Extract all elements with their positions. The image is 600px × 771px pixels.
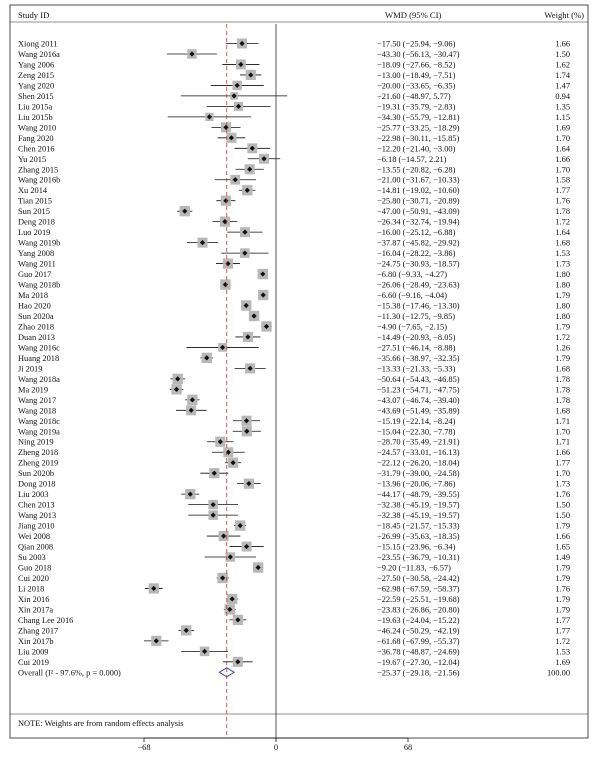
study-row [18, 636, 570, 646]
study-name: Zheng 2018 [18, 448, 59, 458]
study-name: Zhao 2018 [18, 322, 55, 332]
ci-label: −25.77 (−33.25, −18.29) [377, 123, 460, 133]
weight-label: 1.80 [555, 311, 570, 321]
ci-label: −50.64 (−54.43, −46.85) [377, 374, 460, 384]
weight-label: 1.77 [555, 615, 570, 625]
study-row [18, 573, 570, 583]
study-name: Liu 2015b [18, 112, 53, 122]
weight-label: 1.68 [555, 238, 570, 248]
study-name: Liu 2009 [18, 647, 49, 657]
study-name: Guo 2017 [18, 270, 52, 280]
study-name: Sun 2015 [18, 207, 50, 217]
study-name: Yang 2008 [18, 249, 55, 259]
weight-label: 1.73 [555, 259, 570, 269]
weight-label: 1.35 [555, 102, 570, 112]
weight-label: 1.70 [555, 469, 570, 479]
weight-label: 1.68 [555, 406, 570, 416]
ci-label: −15.38 (−17.46, −13.30) [377, 301, 460, 311]
ci-label: −47.00 (−50.91, −43.09) [377, 207, 460, 217]
ci-label: −28.70 (−35.49, −21.91) [377, 437, 460, 447]
weight-label: 1.53 [555, 647, 570, 657]
study-row [18, 489, 570, 499]
weight-label: 1.72 [555, 636, 570, 646]
weight-label: 1.66 [555, 532, 570, 542]
ci-label: −22.98 (−30.11, −15.85) [377, 133, 460, 143]
weight-label: 1.50 [555, 500, 570, 510]
weight-label: 1.78 [555, 374, 570, 384]
study-name: Wang 2010 [18, 123, 57, 133]
ci-label: −13.96 (−20.06, −7.86) [377, 479, 456, 489]
study-row [18, 227, 571, 237]
study-name: Chang Lee 2016 [18, 615, 74, 625]
study-row [18, 583, 570, 593]
ci-label: −17.50 (−25.94, −9.06) [377, 39, 456, 49]
ci-label: −15.15 (−23.96, −6.34) [377, 542, 456, 552]
ci-label: −32.38 (−45.19, −19.57) [377, 511, 460, 521]
study-name: Xin 2017b [18, 636, 54, 646]
weight-label: 1.69 [555, 123, 570, 133]
study-row [18, 164, 570, 174]
study-row [18, 562, 570, 572]
x-tick-label: −68 [137, 743, 151, 752]
study-name: Li 2018 [18, 584, 45, 594]
study-name: Dong 2018 [18, 479, 56, 489]
ci-label: −6.60 (−9.16, −4.04) [377, 291, 447, 301]
study-row [18, 49, 570, 59]
study-row [18, 113, 570, 122]
ci-label: −26.99 (−35.63, −18.35) [377, 532, 460, 542]
study-name: Liu 2015a [18, 102, 53, 112]
header-wmd-ci: WMD (95% CI) [385, 10, 442, 20]
weight-label: 1.80 [555, 270, 570, 280]
study-row [18, 321, 570, 331]
ci-label: −6.80 (−9.33, −4.27) [377, 270, 447, 280]
weight-label: 1.53 [555, 249, 570, 259]
header-study-id: Study ID [18, 10, 50, 20]
ci-label: −26.06 (−28.49, −23.63) [377, 280, 460, 290]
study-row [18, 343, 570, 352]
ci-label: −61.68 (−67.99, −55.37) [377, 636, 460, 646]
study-row [18, 384, 570, 394]
study-row [18, 122, 570, 132]
study-name: Ning 2019 [18, 437, 54, 447]
weights-note: NOTE: Weights are from random effects analysis [18, 719, 184, 728]
study-name: Wang 2016c [18, 343, 60, 353]
ci-label: −11.30 (−12.75, −9.85) [377, 311, 456, 321]
study-name: Wang 2019b [18, 238, 61, 248]
study-name: Chen 2016 [18, 144, 55, 154]
study-name: Zeng 2015 [18, 70, 55, 80]
ci-label: −34.30 (−55.79, −12.81) [377, 112, 460, 122]
study-row [18, 196, 570, 206]
weight-label: 1.66 [555, 448, 570, 458]
ci-label: −13.00 (−18.49, −7.51) [377, 70, 456, 80]
weight-label: 1.70 [555, 165, 570, 175]
ci-label: −23.55 (−36.79, −10.31) [377, 553, 460, 563]
weight-label: 1.66 [555, 154, 570, 164]
study-row [18, 374, 570, 384]
weight-label: 1.26 [555, 343, 570, 353]
ci-label: −21.60 (−48.97, 5.77) [377, 91, 451, 101]
study-name: Su 2003 [18, 553, 46, 563]
ci-label: −14.81 (−19.02, −10.60) [377, 186, 460, 196]
study-name: Wang 2019a [18, 427, 60, 437]
study-row [18, 102, 570, 112]
study-row [18, 363, 570, 373]
x-axis [137, 738, 412, 752]
ci-label: −16.00 (−25.12, −6.88) [377, 228, 456, 238]
study-name: Fang 2020 [18, 133, 54, 143]
weight-label: 1.72 [555, 332, 570, 342]
ci-label: −16.04 (−28.22, −3.86) [377, 249, 456, 259]
header-weight: Weight (%) [544, 10, 584, 20]
ci-label: −31.79 (−39.00, −24.58) [377, 469, 460, 479]
plot-frame [10, 5, 588, 738]
study-row [18, 238, 570, 248]
weight-label: 1.62 [555, 60, 570, 70]
study-row [18, 405, 570, 415]
weight-label: 1.78 [555, 395, 570, 405]
study-row [18, 437, 570, 447]
study-row [18, 217, 570, 227]
ci-label: −22.59 (−25.51, −19.68) [377, 594, 460, 604]
study-row [18, 269, 570, 279]
study-row [18, 647, 570, 657]
weight-label: 1.66 [555, 39, 570, 49]
weight-label: 1.74 [555, 70, 570, 80]
study-row [18, 625, 570, 635]
ci-label: −44.17 (−48.79, −39.55) [377, 490, 460, 500]
ci-label: −14.49 (−20.93, −8.05) [377, 332, 456, 342]
study-name: Qian 2008 [18, 542, 54, 552]
weight-label: 1.65 [555, 542, 570, 552]
overall-row [18, 668, 570, 678]
study-name: Xin 2016 [18, 594, 50, 604]
study-row [18, 133, 570, 143]
study-name: Cui 2020 [18, 573, 49, 583]
study-name: Ma 2018 [18, 291, 49, 301]
ci-label: −37.87 (−45.82, −29.92) [377, 238, 460, 248]
ci-label: −4.90 (−7.65, −2.15) [377, 322, 447, 332]
study-name: Cui 2019 [18, 657, 49, 667]
study-row [18, 206, 570, 216]
weight-label: 1.79 [555, 521, 570, 531]
study-row [18, 353, 570, 363]
weight-label: 1.73 [555, 479, 570, 489]
weight-label: 1.50 [555, 511, 570, 521]
study-row [18, 520, 570, 530]
ci-label: −43.69 (−51.49, −35.89) [377, 406, 460, 416]
study-name: Ji 2019 [18, 364, 43, 374]
study-row [18, 468, 570, 478]
study-name: Zhang 2017 [18, 626, 59, 636]
ci-label: −18.45 (−21.57, −15.33) [377, 521, 460, 531]
ci-label: −27.51 (−46.14, −8.88) [377, 343, 456, 353]
ci-label: −13.55 (−20.82, −6.28) [377, 165, 456, 175]
weight-label: 1.79 [555, 563, 570, 573]
ci-label: −12.20 (−21.40, −3.00) [377, 144, 456, 154]
study-row [18, 594, 570, 604]
study-row [18, 500, 570, 510]
study-row [18, 290, 570, 300]
study-row [18, 531, 570, 541]
weight-label: 1.80 [555, 280, 570, 290]
ci-label: −26.34 (−32.74, −19.94) [377, 217, 460, 227]
weight-label: 1.64 [555, 228, 570, 238]
ci-label: −21.00 (−31.67, −10.33) [377, 175, 460, 185]
weight-label: 1.77 [555, 626, 570, 636]
study-row [18, 657, 570, 667]
study-name: Chen 2013 [18, 500, 55, 510]
weight-label: 1.78 [555, 385, 570, 395]
weight-label: 1.78 [555, 207, 570, 217]
ci-label: −25.80 (−30.71, −20.89) [377, 196, 460, 206]
study-name: Shen 2015 [18, 91, 54, 101]
weight-label: 1.69 [555, 657, 570, 667]
weight-label: 1.70 [555, 427, 570, 437]
weight-label: 1.79 [555, 605, 570, 615]
ci-label: −9.20 (−11.83, −6.57) [377, 563, 451, 573]
study-row [18, 70, 571, 80]
weight-label: 1.71 [555, 416, 570, 426]
study-row [18, 332, 570, 342]
study-name: Yu 2015 [18, 154, 47, 164]
ci-label: −46.24 (−50.29, −42.19) [377, 626, 460, 636]
weight-label: 1.47 [555, 81, 570, 91]
study-row [18, 395, 570, 405]
weight-label: 1.72 [555, 217, 570, 227]
study-name: Guo 2018 [18, 563, 52, 573]
weight-label: 1.76 [555, 490, 570, 500]
study-row [18, 510, 570, 520]
study-name: Wang 2016a [18, 49, 60, 59]
weight-label: 1.68 [555, 364, 570, 374]
study-name: Zhang 2015 [18, 165, 59, 175]
study-row [18, 143, 571, 153]
x-tick-label: 0 [273, 743, 279, 752]
weight-label: 1.58 [555, 175, 570, 185]
weight-label: 1.79 [555, 573, 570, 583]
study-name: Xin 2017a [18, 605, 54, 615]
study-row [18, 552, 570, 562]
study-row [18, 154, 570, 164]
study-name: Wang 2018b [18, 280, 61, 290]
ci-label: −20.00 (−33.65, −6.35) [377, 81, 456, 91]
overall-ci-label: −25.37 (−29.18, −21.56) [377, 668, 460, 678]
study-name: Yang 2006 [18, 60, 55, 70]
study-name: Wang 2011 [18, 259, 56, 269]
study-name: Sun 2020a [18, 311, 54, 321]
ci-label: −19.67 (−27.30, −12.04) [377, 657, 460, 667]
weight-label: 1.49 [555, 553, 570, 563]
weight-label: 1.70 [555, 133, 570, 143]
study-name: Liu 2003 [18, 490, 49, 500]
study-name: Wang 2018 [18, 406, 57, 416]
weight-label: 1.64 [555, 144, 570, 154]
study-name: Wang 2018c [18, 416, 60, 426]
weight-label: 1.79 [555, 322, 570, 332]
study-name: Wang 2017 [18, 395, 57, 405]
ci-label: −19.63 (−24.04, −15.22) [377, 615, 460, 625]
study-row [18, 479, 570, 489]
weight-label: 1.79 [555, 594, 570, 604]
study-name: Sun 2020b [18, 469, 55, 479]
study-name: Jiang 2010 [18, 521, 55, 531]
ci-label: −36.78 (−48.87, −24.69) [377, 647, 460, 657]
ci-label: −27.50 (−30.58, −24.42) [377, 573, 460, 583]
study-name: Tian 2015 [18, 196, 52, 206]
ci-label: −51.23 (−54.71, −47.75) [377, 385, 460, 395]
ci-label: −23.83 (−26.86, −20.80) [377, 605, 460, 615]
study-name: Zheng 2019 [18, 458, 59, 468]
weight-label: 1.77 [555, 458, 570, 468]
study-name: Luo 2019 [18, 228, 51, 238]
study-name: Wang 2018a [18, 374, 60, 384]
weight-label: 1.76 [555, 196, 570, 206]
study-row [18, 311, 570, 321]
weight-label: 0.94 [555, 91, 570, 101]
study-name: Yang 2020 [18, 81, 55, 91]
study-row [18, 447, 570, 457]
study-row [18, 185, 570, 195]
study-row [18, 81, 570, 91]
ci-label: −19.31 (−35.79, −2.83) [377, 102, 456, 112]
weight-label: 1.79 [555, 291, 570, 301]
study-rows [18, 39, 571, 667]
ci-label: −18.09 (−27.66, −8.52) [377, 60, 456, 70]
study-name: Xu 2014 [18, 186, 48, 196]
overall-weight-label: 100.00 [546, 668, 570, 678]
study-row [18, 426, 570, 436]
weight-label: 1.76 [555, 584, 570, 594]
x-tick-label: 68 [403, 743, 413, 752]
ci-label: −43.07 (−46.74, −39.40) [377, 395, 460, 405]
study-name: Duan 2013 [18, 332, 55, 342]
study-row [18, 458, 570, 468]
study-name: Deng 2018 [18, 217, 55, 227]
weight-label: 1.79 [555, 353, 570, 363]
ci-label: −35.66 (−38.97, −32.35) [377, 353, 460, 363]
study-name: Wang 2016b [18, 175, 61, 185]
study-row [18, 60, 570, 70]
weight-label: 1.15 [555, 112, 570, 122]
ci-label: −32.38 (−45.19, −19.57) [377, 500, 460, 510]
ci-label: −15.04 (−22.30, −7.78) [377, 427, 456, 437]
study-name: Ma 2019 [18, 385, 49, 395]
study-row [18, 416, 570, 426]
study-name: Xiong 2011 [18, 39, 58, 49]
study-name: Huang 2018 [18, 353, 60, 363]
weight-label: 1.77 [555, 186, 570, 196]
ci-label: −13.33 (−21.33, −5.33) [377, 364, 456, 374]
ci-label: −24.75 (−30.93, −18.57) [377, 259, 460, 269]
weight-label: 1.50 [555, 49, 570, 59]
ci-label: −24.57 (−33.01, −16.13) [377, 448, 460, 458]
ci-label: −22.12 (−26.20, −18.04) [377, 458, 460, 468]
study-row [18, 248, 570, 258]
ci-label: −6.18 (−14.57, 2.21) [377, 154, 447, 164]
ci-label: −43.30 (−56.13, −30.47) [377, 49, 460, 59]
weight-label: 1.71 [555, 437, 570, 447]
study-row [18, 92, 571, 101]
study-row [18, 542, 570, 552]
ci-label: −62.98 (−67.59, −58.37) [377, 584, 460, 594]
study-name: Wei 2008 [18, 532, 51, 542]
study-row [18, 615, 570, 625]
study-row [18, 258, 570, 268]
weight-label: 1.80 [555, 301, 570, 311]
overall-label: Overall (I² - 97.6%, p = 0.000) [18, 668, 121, 678]
study-row [18, 39, 570, 49]
study-row [18, 604, 570, 614]
study-name: Hao 2020 [18, 301, 51, 311]
study-row [18, 279, 570, 289]
study-name: Wang 2013 [18, 511, 57, 521]
ci-label: −15.19 (−22.14, −8.24) [377, 416, 456, 426]
study-row [18, 300, 570, 310]
study-row [18, 175, 570, 185]
